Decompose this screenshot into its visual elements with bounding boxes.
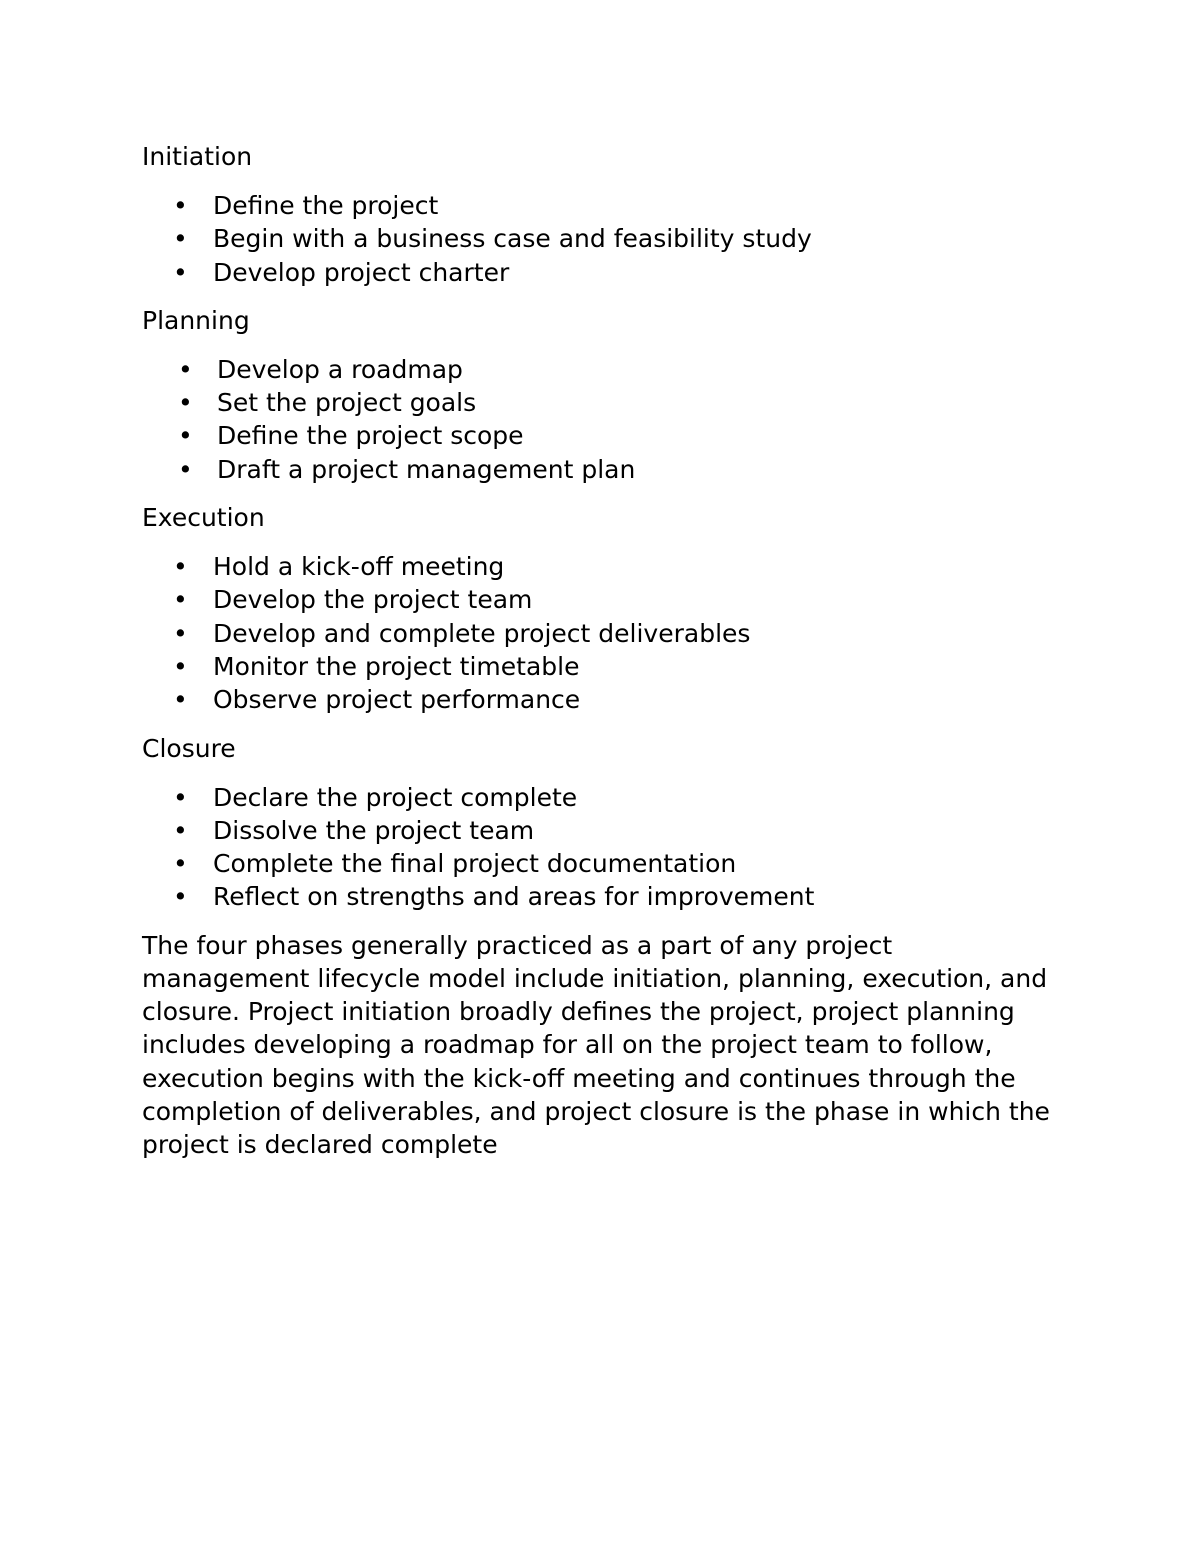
list-item-text: Define the project scope — [217, 421, 524, 451]
list-item — [142, 353, 1050, 386]
list-item — [142, 189, 1050, 222]
list-item-text: Declare the project complete — [213, 782, 578, 812]
bullet-icon: • — [173, 191, 188, 220]
bullet-icon: • — [173, 782, 188, 812]
list-item-text: Define the project — [213, 191, 439, 220]
list-item-text: Dissolve the project team — [213, 815, 535, 845]
section-heading-initiation: Initiation — [142, 142, 253, 171]
list-item — [142, 583, 1050, 616]
section-heading-execution: Execution — [142, 503, 265, 533]
summary-paragraph: The four phases generally practiced as a part of any project management lifecycle model include initiation, planning, execution, and closure. Project initiation broadly defines the project, project planning includes developing a roadmap for all on the project team to follow, execution begins with the kick-off meeting and continues through the completion of deliverables, and project closure is the phase in which the project is declared complete — [142, 930, 1050, 1159]
bullet-list-closure — [142, 781, 1050, 914]
bullet-icon: • — [173, 585, 188, 615]
list-item-text: Complete the final project documentation — [213, 849, 737, 879]
bullet-list-planning — [142, 353, 1050, 486]
bullet-icon: • — [178, 354, 193, 384]
list-item — [142, 880, 1050, 913]
list-item — [142, 617, 1050, 650]
list-item-text: Develop the project team — [213, 585, 533, 615]
list-item — [142, 222, 1050, 255]
list-item-text: Draft a project management plan — [217, 454, 636, 484]
list-item-text: Observe project performance — [213, 685, 581, 715]
list-item — [142, 847, 1050, 880]
list-item-text: Set the project goals — [217, 388, 477, 418]
bullet-icon: • — [173, 685, 188, 715]
list-item — [142, 683, 1050, 716]
bullet-icon: • — [173, 224, 188, 254]
list-item-text: Develop a roadmap — [217, 354, 463, 384]
bullet-icon: • — [173, 651, 188, 681]
section-heading-closure: Closure — [142, 733, 236, 763]
list-item — [142, 453, 1050, 486]
list-item — [142, 256, 1050, 289]
list-item-text: Develop and complete project deliverables — [213, 618, 751, 648]
bullet-icon: • — [178, 454, 193, 484]
list-item-text: Begin with a business case and feasibility study — [213, 224, 812, 254]
bullet-list-initiation — [142, 189, 1050, 289]
bullet-icon: • — [178, 421, 193, 451]
list-item — [142, 814, 1050, 847]
section-heading-planning: Planning — [142, 305, 250, 335]
bullet-icon: • — [173, 815, 188, 845]
bullet-icon: • — [178, 388, 193, 418]
list-item — [142, 550, 1050, 583]
bullet-icon: • — [173, 849, 188, 879]
list-item-text: Reflect on strengths and areas for improvement — [213, 882, 815, 912]
list-item — [142, 650, 1050, 683]
list-item — [142, 781, 1050, 814]
bullet-icon: • — [173, 882, 188, 912]
list-item-text: Develop project charter — [213, 257, 510, 287]
list-item — [142, 419, 1050, 452]
list-item — [142, 386, 1050, 419]
bullet-icon: • — [173, 618, 188, 648]
bullet-list-execution — [142, 550, 1050, 716]
bullet-icon: • — [173, 552, 188, 582]
list-item-text: Hold a kick-off meeting — [213, 552, 505, 582]
list-item-text: Monitor the project timetable — [213, 651, 580, 681]
bullet-icon: • — [173, 257, 188, 287]
